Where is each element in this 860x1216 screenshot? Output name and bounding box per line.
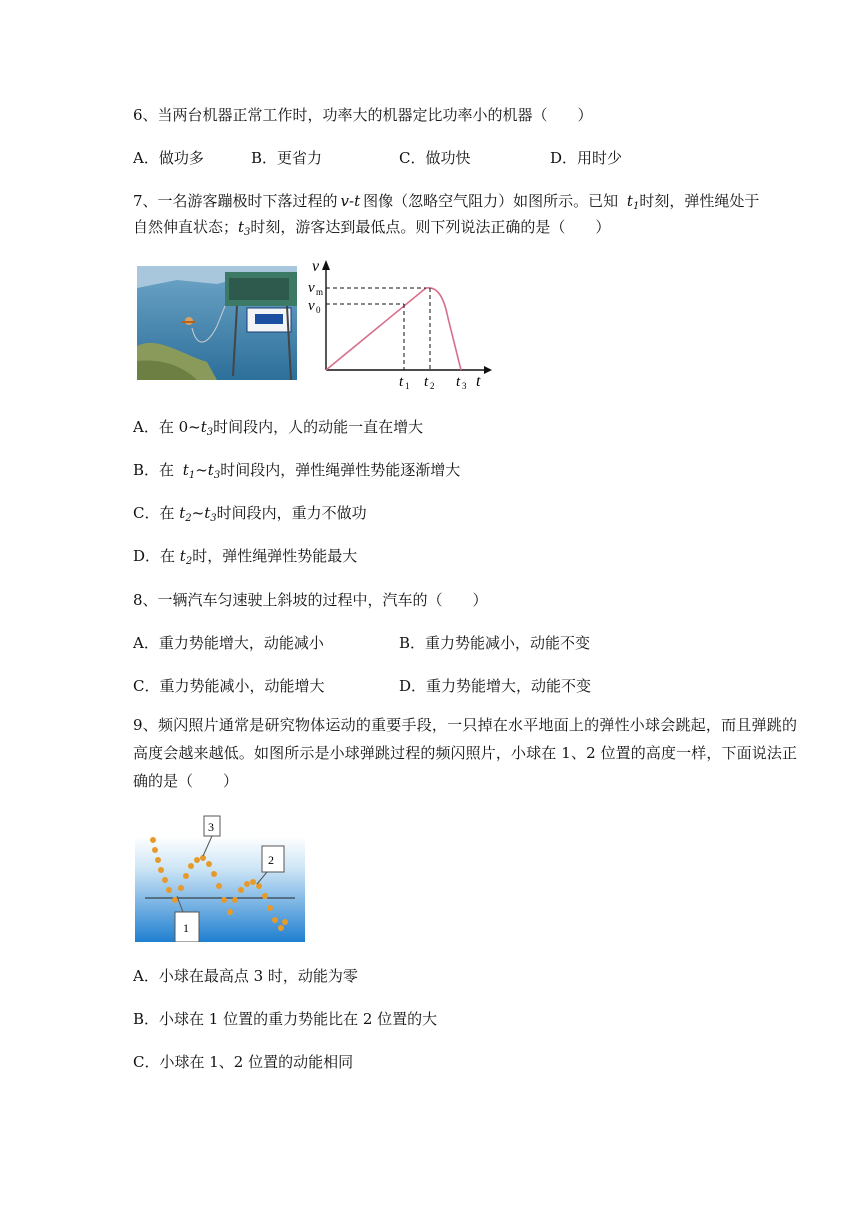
q7-option-c: C．在 $t_2\sim t_3$时间段内，重力不做功 — [133, 504, 367, 524]
q7-option-b: B．在 $t_1\sim t_3$时间段内，弹性绳弹性势能逐渐增大 — [133, 461, 461, 481]
vm-label: v — [308, 280, 315, 296]
q7-option-d: D．在 $t_2$时，弹性绳弹性势能最大 — [133, 547, 358, 567]
q6-option-c: C．做功快 — [399, 149, 471, 167]
v0-subscript: 0 — [316, 305, 321, 315]
svg-text:2: 2 — [430, 381, 435, 390]
strobe-photo — [135, 812, 305, 942]
svg-text:1: 1 — [405, 381, 410, 390]
q7-stem-line1: 7、一名游客蹦极时下落过程的 v-t 图像（忽略空气阻力）如图所示。已知 $t_1$时刻，弹性绳处于 — [133, 192, 760, 212]
svg-text:2: 2 — [268, 853, 274, 867]
vm-subscript: m — [316, 287, 324, 297]
q8-option-c: C．重力势能减小，动能增大 — [133, 677, 325, 695]
svg-text:3: 3 — [462, 381, 467, 390]
axis-v-label: v — [312, 258, 320, 275]
q9-option-c: C．小球在 1、2 位置的动能相同 — [133, 1053, 354, 1071]
axis-t-label: t — [476, 373, 481, 390]
t2-label: t — [424, 374, 429, 390]
q6-option-b: B．更省力 — [251, 149, 323, 167]
q8-stem: 8、一辆汽车匀速驶上斜坡的过程中，汽车的（ ） — [133, 591, 488, 609]
q8-option-b: B．重力势能减小，动能不变 — [399, 634, 591, 652]
q6-stem: 6、当两台机器正常工作时，功率大的机器定比功率小的机器（ ） — [133, 106, 593, 124]
q7-option-a: A．在 $0\sim t_3$时间段内，人的动能一直在增大 — [133, 418, 424, 438]
q9-option-b: B．小球在 1 位置的重力势能比在 2 位置的大 — [133, 1010, 438, 1028]
q7-stem-line2: 自然伸直状态；$t_3$时刻，游客达到最低点。则下列说法正确的是（ ） — [133, 218, 611, 238]
q6-option-d: D．用时少 — [550, 149, 623, 167]
t1-label: t — [399, 374, 404, 390]
v-t-graph — [306, 258, 496, 390]
svg-text:1: 1 — [183, 921, 189, 935]
v0-label: v — [308, 298, 315, 314]
svg-text:3: 3 — [208, 820, 214, 834]
q9-option-a: A．小球在最高点 3 时，动能为零 — [133, 967, 358, 985]
q6-option-a: A．做功多 — [133, 149, 204, 167]
t3-label: t — [456, 374, 461, 390]
bungee-photo — [137, 266, 297, 380]
q8-option-d: D．重力势能增大，动能不变 — [399, 677, 592, 695]
q8-option-a: A．重力势能增大，动能减小 — [133, 634, 324, 652]
q9-stem: 9、频闪照片通常是研究物体运动的重要手段，一只掉在水平地面上的弹性小球会跳起，而且弹跳的高度会越来越低。如图所示是小球弹跳过程的频闪照片，小球在 1、2 位置的高度一样，下面说法正确的是（ ） — [133, 716, 797, 790]
